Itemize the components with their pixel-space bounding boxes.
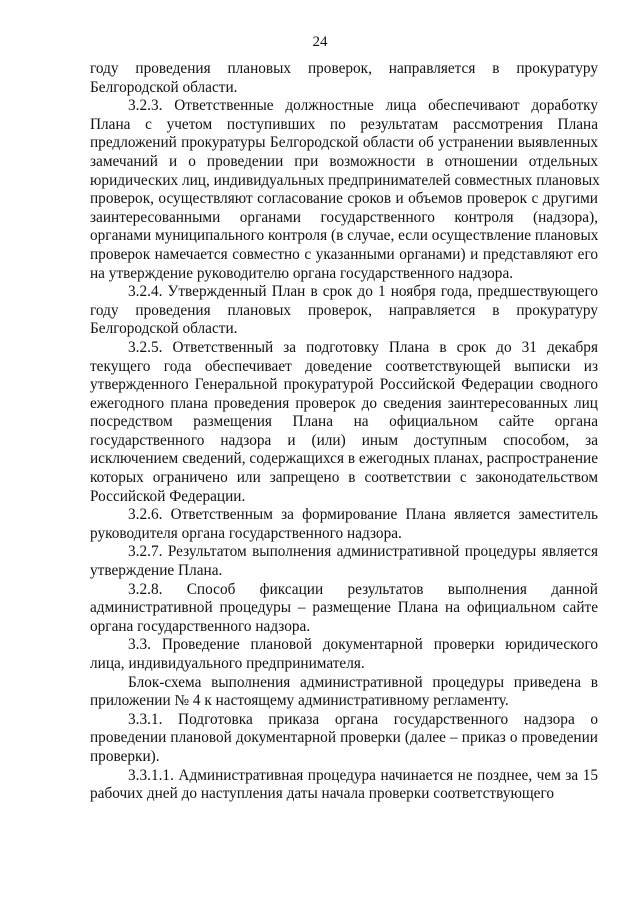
text-line: рабочих дней до наступления даты начала проверки соответствующего [90,785,554,803]
text-line: посредством размещения Плана на официальном сайте органа [90,413,598,431]
text-line: текущего года обеспечивает доведение соответствующей выписки из [90,357,598,375]
paragraph [90,339,598,506]
paragraph [90,60,598,97]
text-line: Российской Федерации. [90,487,246,505]
text-line: проверок намечается совместно с указанными органами) и представляют его [90,245,598,263]
paragraph [90,506,598,543]
text-line: лица, индивидуального предпринимателя. [90,655,365,672]
text-line: Блок-схема выполнения административной процедуры приведена в [128,673,598,691]
text-line: на утверждение руководителю органа государственного надзора. [90,264,514,282]
text-line: 3.2.6. Ответственным за формирование Плана является заместитель [128,506,598,524]
text-line: Белгородской области. [90,320,238,338]
paragraph [90,543,598,580]
text-line: 3.3. Проведение плановой документарной проверки юридического [128,636,598,654]
text-line: утвержденного Генеральной прокуратурой Российской Федерации сводного [90,376,598,394]
text-line: проведении плановой документарной проверки (далее – приказ о проведении [90,729,598,747]
text-line: Белгородской области. [90,78,238,96]
text-line: 3.2.3. Ответственные должностные лица обеспечивают доработку [128,97,598,115]
paragraph [90,581,598,637]
paragraph [90,97,598,283]
text-line: 3.2.7. Результатом выполнения административной процедуры является [128,543,598,561]
text-line: приложении № 4 к настоящему административному регламенту. [90,692,509,710]
paragraph [90,674,598,711]
paragraph [90,636,598,673]
text-line: ежегодного плана проведения проверок до сведения заинтересованных лиц [90,394,598,412]
text-line: государственного надзора и (или) иным доступным способом, за [90,431,598,449]
paragraph [90,711,598,767]
paragraph [90,767,598,804]
text-line: органа государственного надзора. [90,617,311,635]
text-line: проверок, осуществляют согласование сроков и объемов проверок с другими [90,190,598,208]
text-line: 3.3.1. Подготовка приказа органа государственного надзора о [128,710,598,728]
text-line: 3.2.5. Ответственный за подготовку Плана в срок до 31 декабря [128,338,598,356]
document-body [90,60,598,804]
text-line: руководителя органа государственного надзора. [90,524,402,542]
text-line: которых ограничено или запрещено в соответствии с законодательством [90,469,598,487]
text-line: 3.3.1.1. Административная процедура начинается не позднее, чем за 15 [128,766,598,784]
page-number: 24 [312,34,328,50]
text-line: 3.2.4. Утвержденный План в срок до 1 ноября года, предшествующего [128,283,598,301]
text-line: Плана с учетом поступивших по результатам рассмотрения Плана [90,115,598,133]
text-line: административной процедуры – размещение Плана на официальном сайте [90,599,598,617]
text-line: 3.2.8. Способ фиксации результатов выполнения данной [128,580,598,598]
text-line: году проведения плановых проверок, направляется в прокуратуру [90,60,598,77]
text-line: утверждение Плана. [90,562,223,580]
text-line: предложений прокуратуры Белгородской области об устранении выявленных [90,134,598,152]
text-line: замечаний и о проведении при возможности в отношении отдельных [90,152,598,170]
text-line: юридических лиц, индивидуальных предпринимателей совместных плановых [90,171,600,189]
text-line: заинтересованными органами государственного контроля (надзора), [90,208,598,226]
paragraph [90,283,598,339]
text-line: году проведения плановых проверок, направляется в прокуратуру [90,301,598,319]
text-line: проверки). [90,747,160,765]
text-line: органами муниципального контроля (в случае, если осуществление плановых [90,227,599,245]
text-line: исключением сведений, содержащихся в ежегодных планах, распространение [90,450,598,468]
